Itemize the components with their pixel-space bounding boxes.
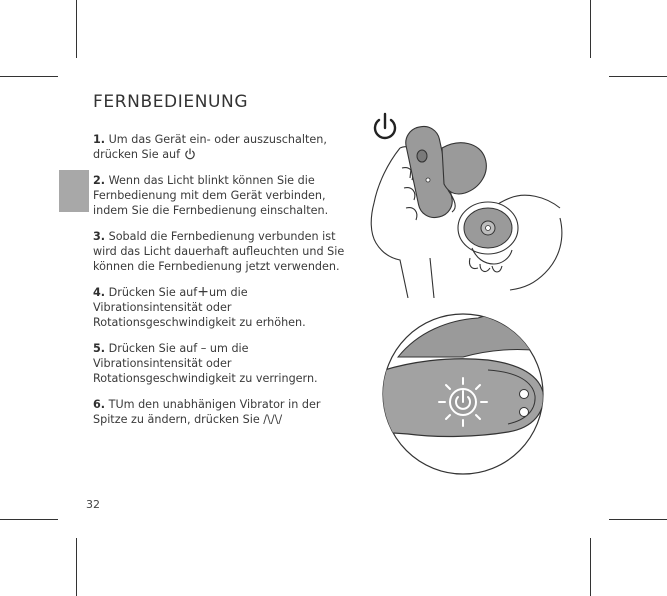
power-icon: [184, 148, 196, 160]
step-2: 2. Wenn das Licht blinkt können Sie die Fernbedienung mit dem Gerät verbinden, indem Sie die Fernbedienung einschalten.: [93, 174, 329, 217]
hands-remote-illustration: [360, 108, 570, 298]
instruction-list: [93, 132, 355, 438]
step-5: 5. Drücken Sie auf – um die Vibrationsintensität oder Rotationsgeschwindigkeit zu verringern.: [93, 342, 318, 385]
crop-mark: [0, 519, 58, 520]
power-icon: [375, 114, 395, 138]
page-number: 32: [86, 498, 100, 511]
led-indicator: [426, 178, 430, 182]
remote-closeup-illustration: [378, 312, 548, 477]
remote-button: [417, 150, 427, 162]
step-6: 6. TUm den unabhänigen Vibrator in der Spitze zu ändern, drücken Sie /\/\/: [93, 398, 321, 426]
crop-mark: [76, 538, 77, 596]
chapter-tab: [59, 170, 89, 212]
wave-pattern-icon: /\/\/: [263, 413, 283, 426]
side-button-top: [520, 390, 529, 399]
crop-mark: [590, 0, 591, 58]
crop-mark: [76, 0, 77, 58]
step-1: 1. Um das Gerät ein- oder auszuschalten, drücken Sie auf: [93, 133, 327, 161]
step-3: 3. Sobald die Fernbedienung verbunden ist wird das Licht dauerhaft aufleuchten und Sie können die Fernbedienung jetzt verwenden.: [93, 230, 345, 273]
plus-symbol: +: [197, 284, 209, 300]
device: [442, 143, 486, 194]
step-4: 4. Drücken Sie auf+um die Vibrationsintensität oder Rotationsgeschwindigkeit zu erhöhen.: [93, 284, 306, 329]
crop-mark: [609, 519, 667, 520]
crop-mark: [590, 538, 591, 596]
crop-mark: [0, 76, 58, 77]
side-button-bottom: [520, 408, 529, 417]
crop-mark: [609, 76, 667, 77]
page-title: FERNBEDIENUNG: [93, 92, 249, 112]
